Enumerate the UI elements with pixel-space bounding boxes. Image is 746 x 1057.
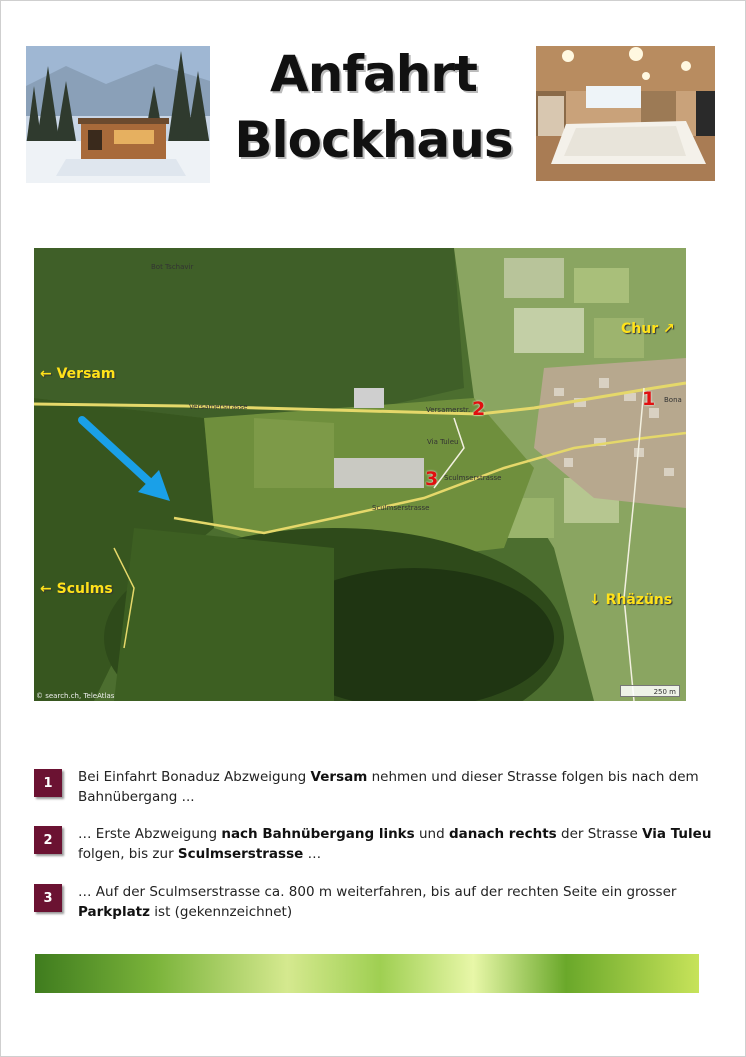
green-footer-banner [35,954,699,993]
street-label: Via Tuleu [427,438,459,446]
map-scale: 250 m [620,685,680,697]
step-text-part: … Erste Abzweigung [78,826,222,842]
step-number-badge: 1 [34,769,62,797]
street-label: Bona [664,396,682,404]
step-text-bold: danach rechts [448,826,557,842]
step-text-part: und [414,826,449,842]
label-versam: ← Versam [40,366,116,382]
step-text-bold: Parkplatz [78,904,150,920]
marker-2: 2 [472,398,486,420]
label-sculms: ← Sculms [40,581,113,597]
label-chur: Chur ↗ [621,321,675,337]
step-text-bold: nach Bahnübergang links [221,826,415,842]
step-number-badge: 2 [34,826,62,854]
map-credit: © search.ch, TeleAtlas [36,692,115,700]
step-text-part: nehmen und dieser Strasse folgen bis nach dem Bahnübergang ... [78,769,699,805]
cabin-winter-photo [26,46,210,183]
step-text-part: folgen, bis zur [78,846,178,862]
title-line-2: Blockhaus [234,111,513,169]
step-text-bold: Via Tuleu [642,826,712,842]
street-label: Bot Tschavir [151,263,194,271]
step-text-part: … Auf der Sculmserstrasse ca. 800 m weiterfahren, bis auf der rechten Seite ein grosser [78,884,677,900]
step-text [78,767,718,807]
step-text [78,882,718,922]
street-label: Versamerstr. [426,406,471,414]
title-line-1: Anfahrt [270,45,477,103]
step-text-part: der Strasse [556,826,643,842]
step-text-part: Bei Einfahrt Bonaduz Abzweigung [78,769,311,785]
step-text-part: ist (gekennzeichnet) [150,904,293,920]
label-rhaezuens: ↓ Rhäzüns [589,592,673,608]
step-number-badge: 3 [34,884,62,912]
marker-1: 1 [642,388,656,410]
street-label: Sculmserstrasse [372,504,430,512]
step-text [78,824,718,864]
marker-3: 3 [425,468,439,490]
street-label: Sculmserstrasse [444,474,502,482]
step-text-bold: Sculmserstrasse [177,846,304,862]
step-text-bold: Versam [310,769,368,785]
step-text-part: … [303,846,322,862]
page-title [216,41,531,173]
aerial-map [34,248,686,701]
interior-photo [536,46,715,181]
street-label: Versamerstrasse [189,403,248,411]
